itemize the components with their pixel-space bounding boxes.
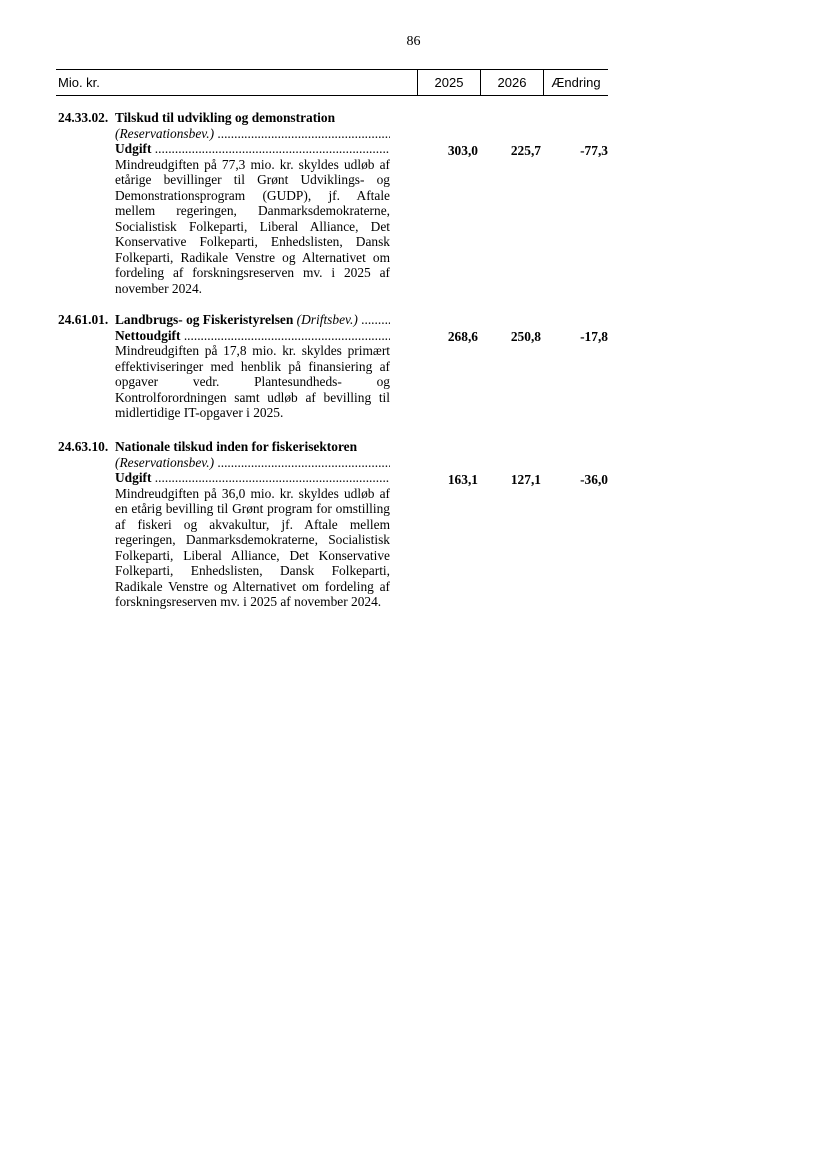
value-2026: 127,1 <box>510 472 541 487</box>
section-title: Landbrugs- og Fiskeristyrelsen (Driftsbev.) ..... <box>115 312 390 328</box>
value-2025: 163,1 <box>447 472 478 487</box>
expense-line: Udgift ..... <box>115 141 390 157</box>
account-code: 24.33.02. <box>58 110 109 125</box>
expense-line: Udgift ..... <box>115 470 390 486</box>
value-2026: 250,8 <box>510 329 541 344</box>
column-header-2025: 2025 <box>434 75 464 90</box>
account-code: 24.61.01. <box>58 312 109 327</box>
explanation-text: Mindreudgiften på 36,0 mio. kr. skyldes udløb af en etårig bevilling til Grønt program for omstilling af fiskeri og akvakultur, jf. Aftale mellem regeringen, Danmarksdemokraterne, Socialistisk Folkeparti, Liberal Alliance, Det Konservative Folkeparti, Enhedslisten, Dansk Folkeparti, Radikale Venstre og Alternativet om fordeling af forskningsreserven mv. i 2025 af november 2024. <box>115 485 390 609</box>
expense-line: Nettoudgift ..... <box>115 328 390 344</box>
value-change: -17,8 <box>580 329 608 344</box>
unit-label: Mio. kr. <box>58 75 100 90</box>
explanation-text: Mindreudgiften på 17,8 mio. kr. skyldes primært effektiviseringer med henblik på finansiering af opgaver vedr. Plantesundheds- og Kontrolforordningen samt udløb af bevilling til midlertidige IT-opgaver i 2025. <box>115 343 390 420</box>
section-title: Tilskud til udvikling og demonstration <box>115 110 336 125</box>
value-2026: 225,7 <box>510 143 541 158</box>
explanation-text: Mindreudgiften på 77,3 mio. kr. skyldes udløb af etårige bevillinger til Grønt Udviklings- og Demonstrationsprogram (GUDP), jf. Aftale mellem regeringen, Danmarksdemokraterne, Socialistisk Folkeparti, Liberal Alliance, Det Konservative Folkeparti, Enhedslisten, Dansk Folkeparti, Radikale Venstre og Alternativet om fordeling af forskningsreserven mv. i 2025 af november 2024. <box>115 156 390 296</box>
table-header <box>56 69 608 96</box>
page-number: 86 <box>406 34 421 49</box>
account-code: 24.63.10. <box>58 439 109 454</box>
appropriation-type: (Reservationsbev.) ..... <box>115 455 390 471</box>
value-2025: 268,6 <box>447 329 478 344</box>
appropriation-type: (Reservationsbev.) ..... <box>115 126 390 142</box>
value-change: -77,3 <box>580 143 608 158</box>
value-change: -36,0 <box>580 472 608 487</box>
section-title: Nationale tilskud inden for fiskerisektoren <box>115 439 358 454</box>
column-header-change: Ændring <box>551 75 601 90</box>
value-2025: 303,0 <box>447 143 478 158</box>
column-header-2026: 2026 <box>497 75 527 90</box>
